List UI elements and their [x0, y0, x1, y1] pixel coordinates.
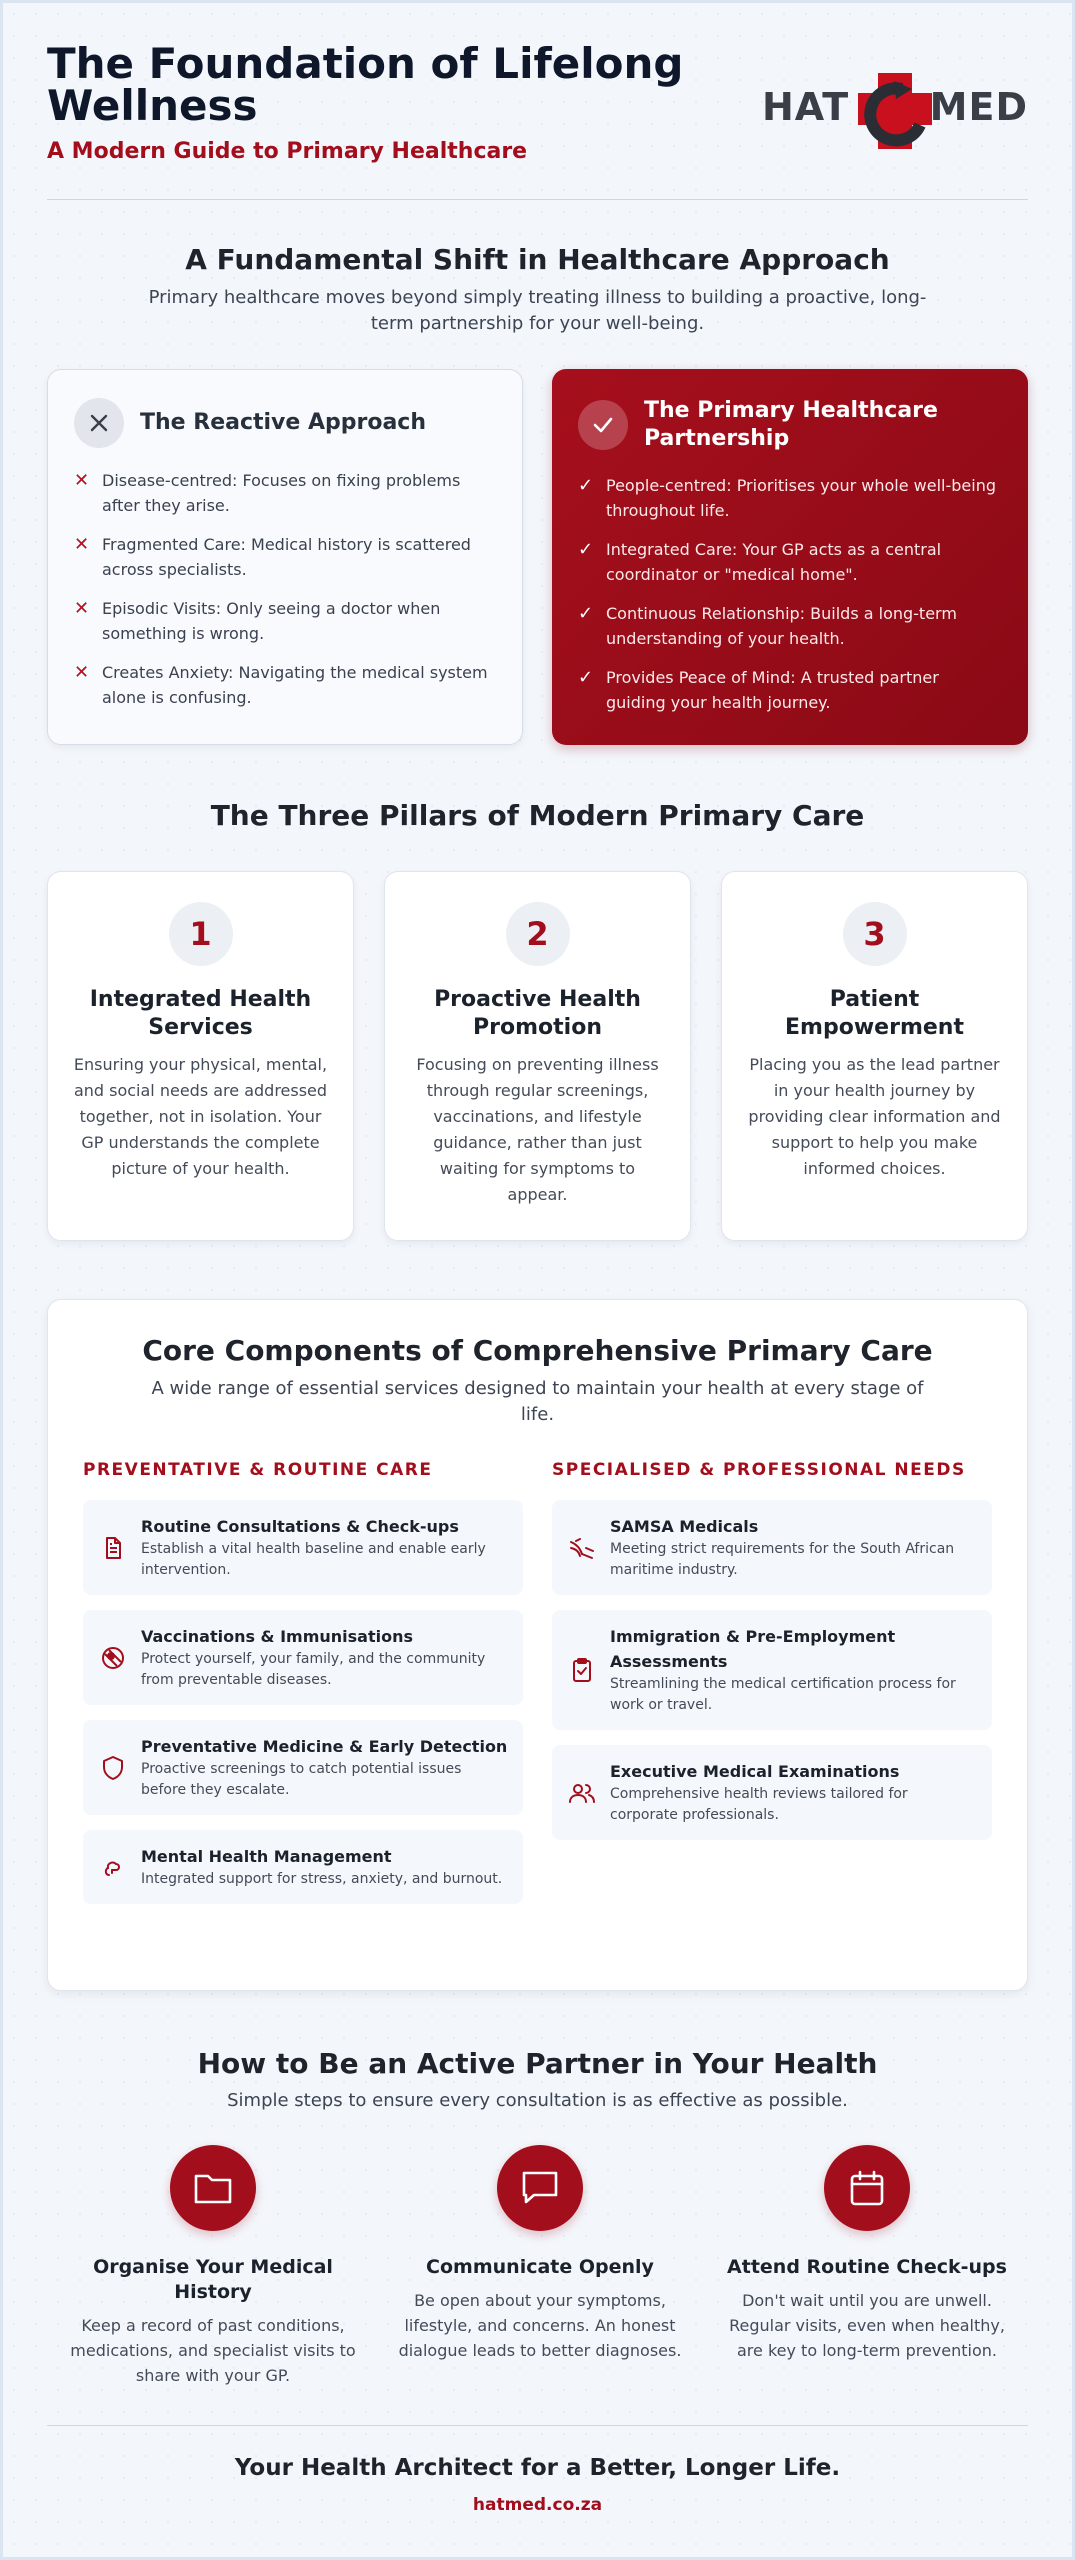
- partnership-card: [552, 369, 1028, 745]
- partner-title: How to Be an Active Partner in Your Health: [197, 2047, 878, 2080]
- step-text: Don't wait until you are unwell. Regular visits, even when healthy, are key to long-term prevention.: [729, 2291, 1005, 2360]
- service-item: [552, 1500, 992, 1595]
- list-item: [578, 665, 1002, 715]
- core-components-panel: [47, 1299, 1028, 1991]
- service-title: Preventative Medicine & Early Detection: [141, 1737, 508, 1756]
- service-desc: Establish a vital health baseline and enable early intervention.: [141, 1541, 486, 1578]
- pillar-number: 1: [169, 902, 233, 966]
- service-item: [83, 1610, 523, 1705]
- reactive-item-text: Episodic Visits: Only seeing a doctor when something is wrong.: [102, 599, 441, 643]
- list-item: [578, 601, 1002, 651]
- shift-subtitle: Primary healthcare moves beyond simply treating illness to building a proactive, long-term partnership for your well-being.: [148, 287, 927, 334]
- check-icon: [578, 400, 628, 450]
- list-item: [74, 532, 496, 582]
- step-text: Keep a record of past conditions, medications, and specialist visits to share with your GP.: [70, 2316, 356, 2385]
- page-subtitle: A Modern Guide to Primary Healthcare: [47, 139, 528, 164]
- service-title: SAMSA Medicals: [610, 1517, 759, 1536]
- service-item: [83, 1830, 523, 1904]
- cross-icon: ✕: [74, 662, 90, 683]
- service-title: Executive Medical Examinations: [610, 1762, 900, 1781]
- partnership-item-text: Integrated Care: Your GP acts as a central coordinator or "medical home".: [606, 540, 942, 584]
- chat-icon: [497, 2145, 583, 2231]
- website-link[interactable]: hatmed.co.za: [472, 2495, 603, 2515]
- cross-icon: ✕: [74, 470, 90, 491]
- step-title: Communicate Openly: [426, 2256, 654, 2278]
- list-item: [74, 660, 496, 710]
- reactive-item-text: Fragmented Care: Medical history is scattered across specialists.: [102, 535, 471, 579]
- logo-text-right: MED: [929, 85, 1028, 129]
- header: [47, 39, 1028, 183]
- partnership-item-text: Continuous Relationship: Builds a long-term understanding of your health.: [606, 604, 957, 648]
- pillar-text: Focusing on preventing illness through regular screenings, vaccinations, and lifestyle guidance, rather than just waiting for symptoms to appear.: [416, 1055, 659, 1204]
- pillars-title: The Three Pillars of Modern Primary Care: [210, 799, 865, 832]
- folder-icon: [170, 2145, 256, 2231]
- service-desc: Protect yourself, your family, and the community from preventable diseases.: [141, 1651, 486, 1688]
- pillar-card: [47, 871, 354, 1241]
- shift-title: A Fundamental Shift in Healthcare Approach: [185, 243, 890, 276]
- header-divider: [47, 199, 1028, 200]
- checkmark-icon: ✓: [578, 475, 594, 496]
- checkmark-icon: ✓: [578, 539, 594, 560]
- clipboard-check-icon: [564, 1624, 600, 1716]
- partnership-list: [578, 473, 1002, 715]
- step-title: Attend Routine Check-ups: [727, 2256, 1007, 2278]
- service-desc: Proactive screenings to catch potential issues before they escalate.: [141, 1761, 462, 1798]
- service-title: Routine Consultations & Check-ups: [141, 1517, 459, 1536]
- service-title: Vaccinations & Immunisations: [141, 1627, 413, 1646]
- logo-text-left: HAT: [762, 85, 850, 129]
- logo-cross-icon: [850, 73, 940, 149]
- partner-subtitle: Simple steps to ensure every consultation is as effective as possible.: [227, 2090, 848, 2111]
- page-title: The Foundation of Lifelong Wellness: [47, 39, 684, 130]
- hatmed-logo: [762, 73, 1028, 149]
- reactive-approach-card: [47, 369, 523, 745]
- shield-icon: [95, 1734, 131, 1801]
- service-item: [83, 1720, 523, 1815]
- service-desc: Meeting strict requirements for the South African maritime industry.: [610, 1541, 955, 1578]
- document-icon: [95, 1514, 131, 1581]
- footer-divider: [47, 2425, 1028, 2426]
- pillar-title: Patient Empowerment: [785, 987, 964, 1040]
- x-icon: [74, 398, 124, 448]
- service-item: [83, 1500, 523, 1595]
- pillar-card: [721, 871, 1028, 1241]
- footer-tagline: Your Health Architect for a Better, Longer Life.: [234, 2455, 841, 2481]
- column-heading: PREVENTATIVE & ROUTINE CARE: [83, 1460, 433, 1480]
- core-subtitle: A wide range of essential services designed to maintain your health at every stage of life.: [151, 1378, 924, 1425]
- service-desc: Streamlining the medical certification process for work or travel.: [610, 1676, 956, 1713]
- brain-icon: [95, 1844, 131, 1890]
- pillar-title: Integrated Health Services: [89, 987, 312, 1040]
- service-item: [552, 1745, 992, 1840]
- partnership-item-text: Provides Peace of Mind: A trusted partner guiding your health journey.: [606, 668, 939, 712]
- pillar-card: [384, 871, 691, 1241]
- ship-icon: [564, 1514, 600, 1581]
- cross-icon: ✕: [74, 534, 90, 555]
- reactive-item-text: Creates Anxiety: Navigating the medical system alone is confusing.: [102, 663, 488, 707]
- checkmark-icon: ✓: [578, 667, 594, 688]
- partnership-title: The Primary Healthcare Partnership: [644, 398, 938, 451]
- service-title: Immigration & Pre-Employment Assessments: [610, 1627, 896, 1671]
- cross-icon: ✕: [74, 598, 90, 619]
- pillar-title: Proactive Health Promotion: [434, 987, 641, 1040]
- partner-step: [63, 2145, 363, 2388]
- service-title: Mental Health Management: [141, 1847, 392, 1866]
- list-item: [74, 468, 496, 518]
- pillar-text: Placing you as the lead partner in your health journey by providing clear information and support to help you make informed choices.: [748, 1055, 1001, 1178]
- reactive-item-text: Disease-centred: Focuses on fixing problems after they arise.: [102, 471, 461, 515]
- pillar-text: Ensuring your physical, mental, and social needs are addressed together, not in isolation. Your GP understands the complete picture of your health.: [73, 1055, 328, 1178]
- users-icon: [564, 1759, 600, 1826]
- step-text: Be open about your symptoms, lifestyle, and concerns. An honest dialogue leads to better diagnoses.: [398, 2291, 682, 2360]
- calendar-icon: [824, 2145, 910, 2231]
- list-item: [578, 537, 1002, 587]
- service-desc: Integrated support for stress, anxiety, and burnout.: [141, 1871, 503, 1887]
- partner-step: [390, 2145, 690, 2363]
- preventative-column: [83, 1460, 523, 1919]
- core-title: Core Components of Comprehensive Primary Care: [142, 1334, 933, 1367]
- list-item: [74, 596, 496, 646]
- reactive-title: The Reactive Approach: [140, 410, 427, 435]
- specialised-column: [552, 1460, 992, 1855]
- reactive-list: [74, 468, 496, 710]
- step-title: Organise Your Medical History: [93, 2256, 333, 2303]
- pillar-number: 3: [843, 902, 907, 966]
- pillar-number: 2: [506, 902, 570, 966]
- partner-step: [717, 2145, 1017, 2363]
- service-item: [552, 1610, 992, 1730]
- column-heading: SPECIALISED & PROFESSIONAL NEEDS: [552, 1460, 966, 1480]
- list-item: [578, 473, 1002, 523]
- service-desc: Comprehensive health reviews tailored for corporate professionals.: [610, 1786, 908, 1823]
- checkmark-icon: ✓: [578, 603, 594, 624]
- partnership-item-text: People-centred: Prioritises your whole well-being throughout life.: [606, 476, 996, 520]
- virus-icon: [95, 1624, 131, 1691]
